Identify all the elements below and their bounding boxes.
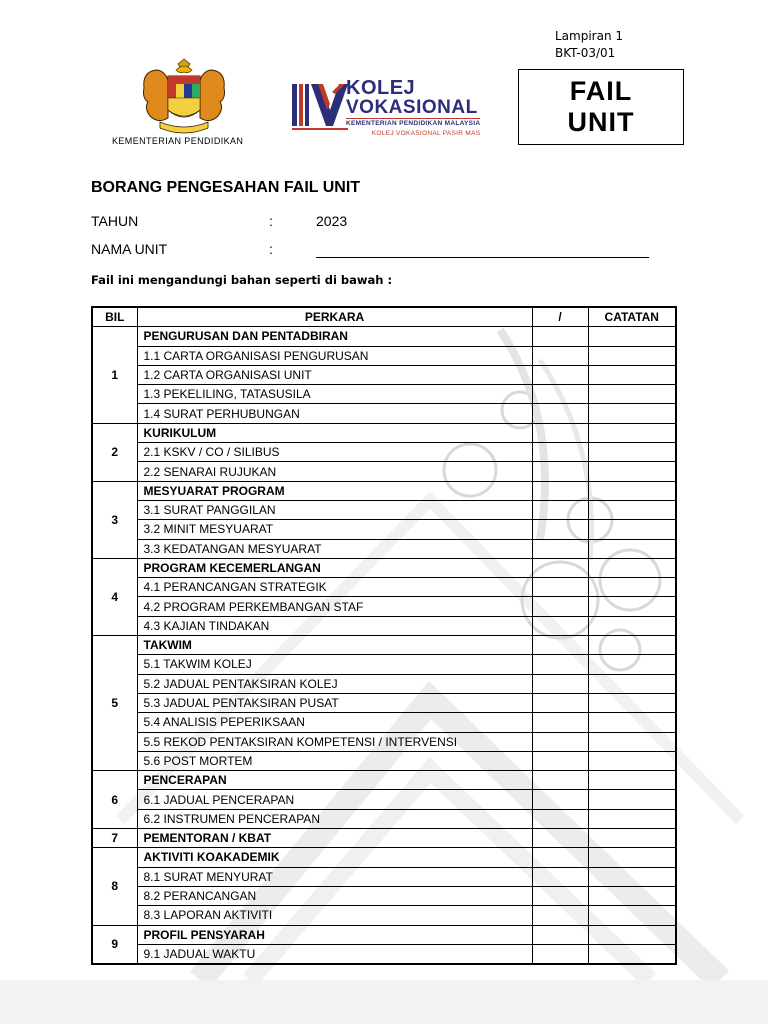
table-row — [92, 809, 676, 828]
catatan-cell[interactable] — [588, 829, 676, 848]
section-heading: KURIKULUM — [137, 423, 532, 442]
item-label: 1.2 CARTA ORGANISASI UNIT — [137, 365, 532, 384]
catatan-cell[interactable] — [588, 443, 676, 462]
table-row — [92, 925, 676, 944]
table-row — [92, 520, 676, 539]
table-row — [92, 829, 676, 848]
kv-college-line: KOLEJ VOKASIONAL PASIR MAS — [371, 130, 481, 137]
section-heading: TAKWIM — [137, 636, 532, 655]
item-label: 3.3 KEDATANGAN MESYUARAT — [137, 539, 532, 558]
page-bottom-margin — [0, 980, 768, 1024]
item-label: 1.4 SURAT PERHUBUNGAN — [137, 404, 532, 423]
table-row — [92, 848, 676, 867]
row-bil-number: 6 — [92, 771, 137, 829]
table-row — [92, 751, 676, 770]
table-row — [92, 327, 676, 346]
ministry-caption: KEMENTERIAN PENDIDIKAN — [112, 136, 244, 146]
table-row — [92, 462, 676, 481]
row-bil-number: 2 — [92, 423, 137, 481]
checkmark-cell[interactable] — [532, 404, 588, 423]
row-bil-number: 3 — [92, 481, 137, 558]
catatan-cell[interactable] — [588, 404, 676, 423]
document-reference — [555, 28, 623, 62]
checkmark-cell[interactable] — [532, 578, 588, 597]
kv-wordmark-line1: KOLEJ — [346, 77, 416, 99]
item-label: 5.5 REKOD PENTAKSIRAN KOMPETENSI / INTERVENSI — [137, 732, 532, 751]
catatan-cell[interactable] — [588, 462, 676, 481]
catatan-cell[interactable] — [588, 539, 676, 558]
table-row — [92, 539, 676, 558]
catatan-cell[interactable] — [588, 693, 676, 712]
item-label: 3.2 MINIT MESYUARAT — [137, 520, 532, 539]
tahun-value: 2023 — [316, 213, 348, 229]
table-row — [92, 443, 676, 462]
item-label: 1.3 PEKELILING, TATASUSILA — [137, 385, 532, 404]
catatan-cell[interactable] — [588, 809, 676, 828]
section-heading: MESYUARAT PROGRAM — [137, 481, 532, 500]
checkmark-cell[interactable] — [532, 500, 588, 519]
catatan-cell[interactable] — [588, 713, 676, 732]
checkmark-cell[interactable] — [532, 693, 588, 712]
catatan-cell[interactable] — [588, 925, 676, 944]
item-label: 4.2 PROGRAM PERKEMBANGAN STAF — [137, 597, 532, 616]
catatan-cell[interactable] — [588, 790, 676, 809]
item-label: 4.1 PERANCANGAN STRATEGIK — [137, 578, 532, 597]
catatan-cell[interactable] — [588, 597, 676, 616]
checkmark-cell[interactable] — [532, 906, 588, 925]
item-label: 2.1 KSKV / CO / SILIBUS — [137, 443, 532, 462]
table-row — [92, 404, 676, 423]
item-label: 8.2 PERANCANGAN — [137, 886, 532, 905]
coat-of-arms-logo — [138, 58, 230, 136]
item-label: 5.4 ANALISIS PEPERIKSAAN — [137, 713, 532, 732]
fail-unit-box — [518, 69, 684, 145]
section-heading: PEMENTORAN / KBAT — [137, 829, 532, 848]
checkmark-cell[interactable] — [532, 558, 588, 577]
table-row — [92, 771, 676, 790]
catatan-cell[interactable] — [588, 558, 676, 577]
lampiran-label: Lampiran 1 — [555, 29, 624, 43]
table-row — [92, 693, 676, 712]
tahun-colon: : — [269, 213, 273, 229]
row-bil-number: 4 — [92, 558, 137, 635]
catatan-cell[interactable] — [588, 423, 676, 442]
kolej-vokasional-wordmark — [346, 78, 480, 137]
kv-wordmark-line2: VOKASIONAL — [346, 97, 478, 118]
checkmark-cell[interactable] — [532, 462, 588, 481]
checkmark-cell[interactable] — [532, 751, 588, 770]
item-label: 5.3 JADUAL PENTAKSIRAN PUSAT — [137, 693, 532, 712]
row-bil-number: 8 — [92, 848, 137, 925]
tahun-label: TAHUN — [91, 213, 139, 229]
item-label: 3.1 SURAT PANGGILAN — [137, 500, 532, 519]
table-row — [92, 674, 676, 693]
item-label: 6.2 INSTRUMEN PENCERAPAN — [137, 809, 532, 828]
row-bil-number: 7 — [92, 829, 137, 848]
checkmark-cell[interactable] — [532, 867, 588, 886]
checkmark-cell[interactable] — [532, 636, 588, 655]
checkmark-cell[interactable] — [532, 327, 588, 346]
catatan-cell[interactable] — [588, 751, 676, 770]
form-title: BORANG PENGESAHAN FAIL UNIT — [91, 179, 361, 196]
checkmark-cell[interactable] — [532, 655, 588, 674]
checkmark-cell[interactable] — [532, 597, 588, 616]
catatan-cell[interactable] — [588, 520, 676, 539]
section-heading: PENGURUSAN DAN PENTADBIRAN — [137, 327, 532, 346]
catatan-cell[interactable] — [588, 732, 676, 751]
checkmark-cell[interactable] — [532, 365, 588, 384]
item-label: 5.2 JADUAL PENTAKSIRAN KOLEJ — [137, 674, 532, 693]
table-row — [92, 385, 676, 404]
table-row — [92, 365, 676, 384]
section-heading: PROFIL PENSYARAH — [137, 925, 532, 944]
checkmark-cell[interactable] — [532, 771, 588, 790]
table-row — [92, 481, 676, 500]
checkmark-cell[interactable] — [532, 443, 588, 462]
checkmark-cell[interactable] — [532, 346, 588, 365]
checkmark-cell[interactable] — [532, 848, 588, 867]
item-label: 1.1 CARTA ORGANISASI PENGURUSAN — [137, 346, 532, 365]
catatan-cell[interactable] — [588, 327, 676, 346]
checkmark-cell[interactable] — [532, 732, 588, 751]
catatan-cell[interactable] — [588, 771, 676, 790]
table-row — [92, 558, 676, 577]
catatan-cell[interactable] — [588, 365, 676, 384]
item-label: 5.1 TAKWIM KOLEJ — [137, 655, 532, 674]
catatan-cell[interactable] — [588, 578, 676, 597]
item-label: 8.1 SURAT MENYURAT — [137, 867, 532, 886]
header-bil: BIL — [92, 307, 137, 327]
table-row — [92, 713, 676, 732]
checklist-table — [91, 306, 677, 965]
nama-unit-colon: : — [269, 241, 273, 257]
fail-unit-box-line1: FAIL — [569, 76, 633, 106]
item-label: 9.1 JADUAL WAKTU — [137, 944, 532, 964]
row-bil-number: 9 — [92, 925, 137, 964]
table-row — [92, 732, 676, 751]
table-row — [92, 867, 676, 886]
item-label: 2.2 SENARAI RUJUKAN — [137, 462, 532, 481]
checkmark-cell[interactable] — [532, 925, 588, 944]
catatan-cell[interactable] — [588, 616, 676, 635]
checkmark-cell[interactable] — [532, 616, 588, 635]
catatan-cell[interactable] — [588, 674, 676, 693]
table-row — [92, 578, 676, 597]
table-row — [92, 616, 676, 635]
catatan-cell[interactable] — [588, 867, 676, 886]
section-heading: AKTIVITI KOAKADEMIK — [137, 848, 532, 867]
table-row — [92, 944, 676, 964]
checkmark-cell[interactable] — [532, 886, 588, 905]
table-row — [92, 500, 676, 519]
table-row — [92, 906, 676, 925]
kv-ministry-line: KEMENTERIAN PENDIDIKAN MALAYSIA — [346, 120, 481, 127]
checklist-body — [92, 327, 676, 964]
header-catatan: CATATAN — [588, 307, 676, 327]
item-label: 6.1 JADUAL PENCERAPAN — [137, 790, 532, 809]
section-heading: PROGRAM KECEMERLANGAN — [137, 558, 532, 577]
catatan-cell[interactable] — [588, 500, 676, 519]
checkmark-cell[interactable] — [532, 481, 588, 500]
document-code: BKT-03/01 — [555, 46, 616, 60]
checkmark-cell[interactable] — [532, 790, 588, 809]
table-row — [92, 886, 676, 905]
fail-unit-box-line2: UNIT — [567, 107, 635, 137]
checkmark-cell[interactable] — [532, 713, 588, 732]
item-label: 5.6 POST MORTEM — [137, 751, 532, 770]
kolej-vokasional-logo-mark — [290, 80, 350, 132]
nama-unit-blank-line[interactable] — [316, 257, 649, 258]
catatan-cell[interactable] — [588, 655, 676, 674]
checkmark-cell[interactable] — [532, 829, 588, 848]
item-label: 4.3 KAJIAN TINDAKAN — [137, 616, 532, 635]
intro-text: Fail ini mengandungi bahan seperti di bawah : — [91, 273, 393, 287]
checkmark-cell[interactable] — [532, 520, 588, 539]
item-label: 8.3 LAPORAN AKTIVITI — [137, 906, 532, 925]
row-bil-number: 5 — [92, 636, 137, 771]
catatan-cell[interactable] — [588, 886, 676, 905]
catatan-cell[interactable] — [588, 906, 676, 925]
checkmark-cell[interactable] — [532, 809, 588, 828]
checkmark-cell[interactable] — [532, 674, 588, 693]
header-mark: / — [532, 307, 588, 327]
checkmark-cell[interactable] — [532, 385, 588, 404]
section-heading: PENCERAPAN — [137, 771, 532, 790]
header-perkara: PERKARA — [137, 307, 532, 327]
catatan-cell[interactable] — [588, 385, 676, 404]
checkmark-cell[interactable] — [532, 944, 588, 964]
table-row — [92, 790, 676, 809]
checkmark-cell[interactable] — [532, 423, 588, 442]
table-row — [92, 655, 676, 674]
table-row — [92, 346, 676, 365]
nama-unit-label: NAMA UNIT — [91, 241, 168, 257]
catatan-cell[interactable] — [588, 481, 676, 500]
catatan-cell[interactable] — [588, 346, 676, 365]
catatan-cell[interactable] — [588, 848, 676, 867]
row-bil-number: 1 — [92, 327, 137, 423]
catatan-cell[interactable] — [588, 944, 676, 964]
table-row — [92, 423, 676, 442]
checkmark-cell[interactable] — [532, 539, 588, 558]
catatan-cell[interactable] — [588, 636, 676, 655]
table-row — [92, 636, 676, 655]
table-row — [92, 597, 676, 616]
